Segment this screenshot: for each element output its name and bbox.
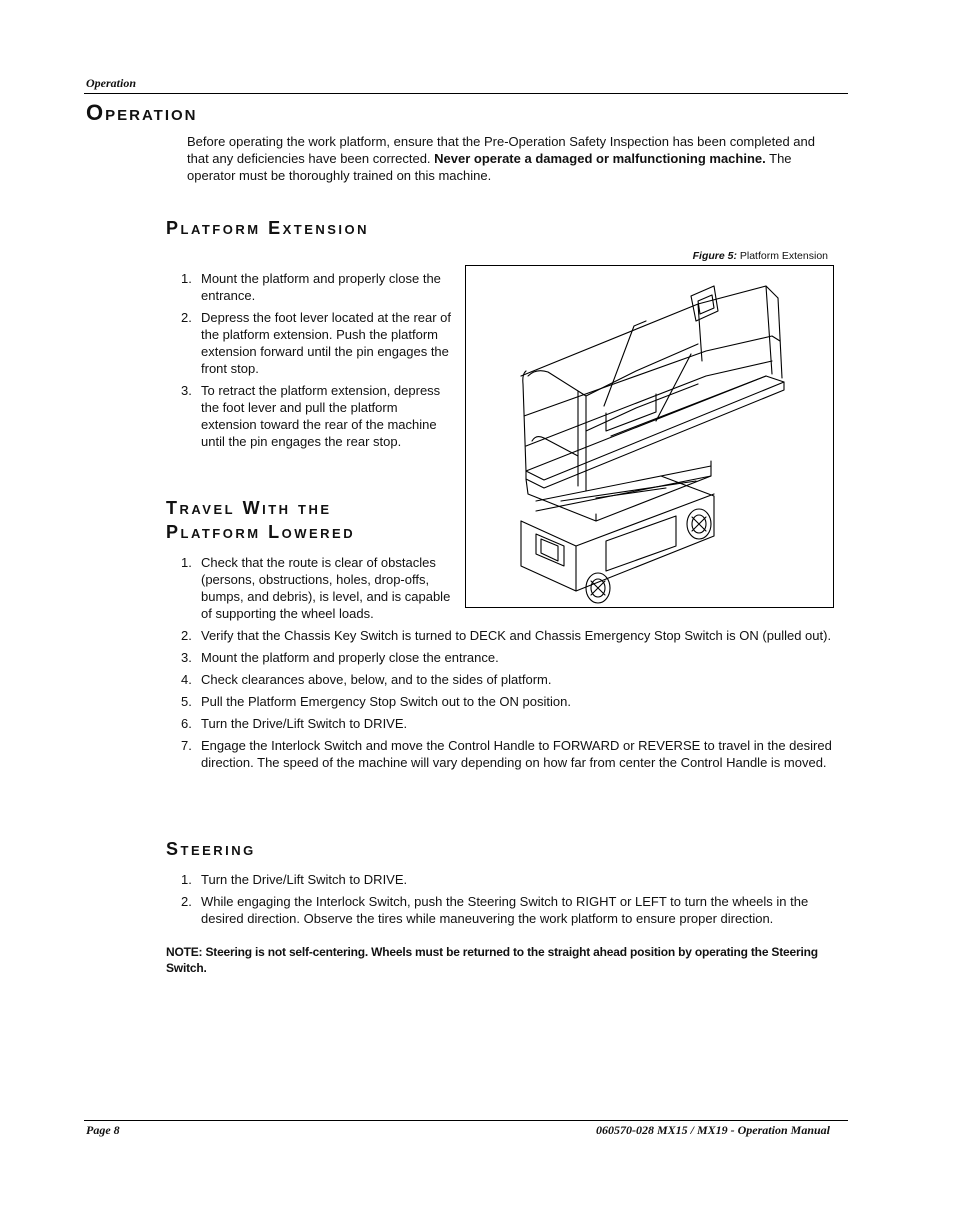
note-label: NOTE: xyxy=(166,945,203,959)
platform-extension-heading: Platform Extension xyxy=(166,218,370,238)
list-item: 3. Mount the platform and properly close the entrance. xyxy=(181,650,499,665)
page-number: Page 8 xyxy=(86,1123,120,1137)
running-header: Operation xyxy=(86,76,137,90)
travel-heading xyxy=(166,496,355,544)
list-item: 2. Verify that the Chassis Key Switch is turned to DECK and Chassis Emergency Stop Switch is ON (pulled out). xyxy=(181,628,832,643)
list-item: 3. To retract the platform extension, depress the foot lever and pull the platform extension toward the rear of the machine until the pin engages the rear stop. xyxy=(181,383,441,449)
footer-rule xyxy=(84,1120,848,1121)
list-item: 6. Turn the Drive/Lift Switch to DRIVE. xyxy=(181,716,408,731)
intro-warning: Never operate a damaged or malfunctioning machine. xyxy=(434,151,766,166)
intro-text-end: The operator must be thoroughly trained on this machine. xyxy=(187,151,792,183)
travel-heading-line2: Platform Lowered xyxy=(166,522,356,542)
intro-text: Before operating the work platform, ensure that the Pre-Operation Safety Inspection has been completed and that any deficiencies have been corrected. xyxy=(187,134,815,166)
note-text: Steering is not self-centering. Wheels must be returned to the straight ahead position by operating the Steering Switch. xyxy=(166,945,818,975)
list-item: 1. Mount the platform and properly close the entrance. xyxy=(181,271,441,303)
platform-extension-figure xyxy=(465,265,834,608)
list-item: 5. Pull the Platform Emergency Stop Switch out to the ON position. xyxy=(181,694,571,709)
list-item: 2. Depress the foot lever located at the rear of the platform extension. Push the platform extension forward until the pin engages the front stop. xyxy=(181,310,452,376)
list-item: 7. Engage the Interlock Switch and move the Control Handle to FORWARD or REVERSE to travel in the desired direction. The speed of the machine will vary depending on how far from center the Control Handle is moved. xyxy=(181,738,832,770)
list-item: 1. Turn the Drive/Lift Switch to DRIVE. xyxy=(181,872,408,887)
list-item: 1. Check that the route is clear of obstacles (persons, obstructions, holes, drop-offs, bumps, and debris), is level, and is capable of supporting the wheel loads. xyxy=(181,555,451,621)
figure-title: Platform Extension xyxy=(739,250,828,262)
scissor-lift-illustration xyxy=(466,266,833,607)
list-item: 2. While engaging the Interlock Switch, push the Steering Switch to RIGHT or LEFT to turn the wheels in the desired direction. Observe the tires while maneuvering the work platform to ensure proper direction. xyxy=(181,894,809,926)
list-item: 4. Check clearances above, below, and to the sides of platform. xyxy=(181,672,552,687)
manual-title: 060570-028 MX15 / MX19 - Operation Manual xyxy=(595,1123,830,1137)
steering-heading: Steering xyxy=(166,839,256,859)
intro-paragraph xyxy=(187,133,837,184)
travel-heading-line1: Travel With the xyxy=(166,498,332,518)
steering-note xyxy=(166,944,836,976)
figure-caption xyxy=(600,250,828,262)
header-rule xyxy=(84,93,848,94)
steering-steps xyxy=(181,871,836,932)
figure-label: Figure 5: xyxy=(692,250,737,262)
travel-steps-narrow xyxy=(181,554,456,627)
travel-steps-wide xyxy=(181,627,836,776)
page-title: Operation xyxy=(86,100,198,125)
platform-extension-steps xyxy=(181,270,456,455)
